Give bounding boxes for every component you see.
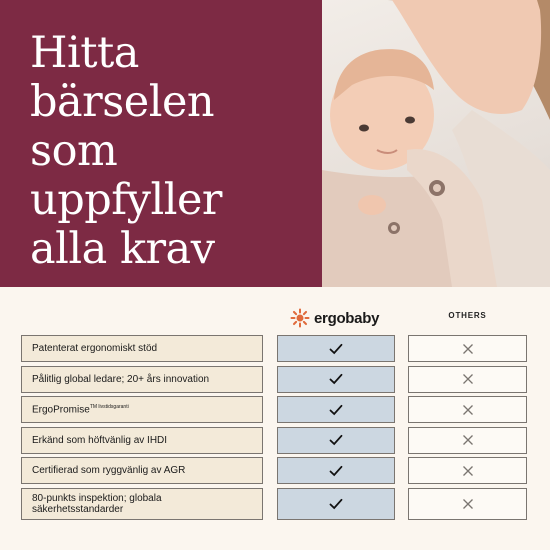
ergobaby-cell: [277, 427, 395, 454]
others-column: [408, 335, 527, 523]
headline-line: Hitta: [30, 28, 139, 78]
feature-row: [21, 335, 263, 362]
feature-text: 80-punkts inspektion; globala: [32, 492, 162, 504]
cross-icon: [461, 497, 475, 511]
headline-line: bärselen: [30, 77, 215, 127]
feature-label: Patenterat ergonomiskt stöd: [32, 343, 158, 354]
others-cell: [408, 396, 527, 423]
feature-label: [32, 404, 129, 415]
headline-line: uppfyller: [30, 175, 222, 225]
others-cell: [408, 457, 527, 484]
feature-column: [21, 335, 263, 523]
others-cell: [408, 427, 527, 454]
hero-text-panel: [0, 0, 322, 287]
ergobaby-cell: [277, 457, 395, 484]
check-icon: [329, 433, 343, 447]
feature-text: säkerhetsstandarder: [32, 503, 124, 515]
feature-row: [21, 488, 263, 520]
others-cell: [408, 488, 527, 520]
feature-label: Certifierad som ryggvänlig av AGR: [32, 465, 186, 476]
feature-superscript: TM livstidsgaranti: [89, 403, 129, 410]
feature-label: Erkänd som höftvänlig av IHDI: [32, 434, 168, 446]
others-header: OTHERS: [448, 311, 487, 320]
others-cell: [408, 366, 527, 393]
sun-logo-icon: [290, 308, 310, 328]
check-icon: [329, 342, 343, 356]
comparison-table: [0, 287, 550, 550]
check-icon: [329, 403, 343, 417]
others-cell: [408, 335, 527, 362]
cross-icon: [461, 464, 475, 478]
feature-label: [32, 493, 162, 515]
cross-icon: [461, 342, 475, 356]
check-icon: [329, 464, 343, 478]
ergobaby-cell: [277, 488, 395, 520]
feature-row: [21, 396, 263, 423]
ergobaby-column: [277, 335, 395, 523]
check-icon: [329, 372, 343, 386]
ergobaby-cell: [277, 396, 395, 423]
ergobaby-cell: [277, 366, 395, 393]
brand-name: ergobaby: [314, 309, 380, 327]
ergobaby-cell: [277, 335, 395, 362]
cross-icon: [461, 372, 475, 386]
mother-baby-photo: [322, 0, 550, 287]
feature-row: [21, 366, 263, 393]
headline-line: som: [30, 126, 118, 176]
cross-icon: [461, 403, 475, 417]
check-icon: [329, 497, 343, 511]
headline-line: alla krav: [30, 224, 215, 274]
photo-illustration: [322, 0, 550, 287]
headline: [30, 29, 222, 274]
feature-text: ErgoPromise: [32, 404, 90, 416]
ergobaby-logo: [290, 307, 390, 329]
feature-row: [21, 427, 263, 454]
cross-icon: [461, 433, 475, 447]
feature-row: [21, 457, 263, 484]
feature-label: Pålitlig global ledare; 20+ års innovation: [32, 373, 210, 385]
